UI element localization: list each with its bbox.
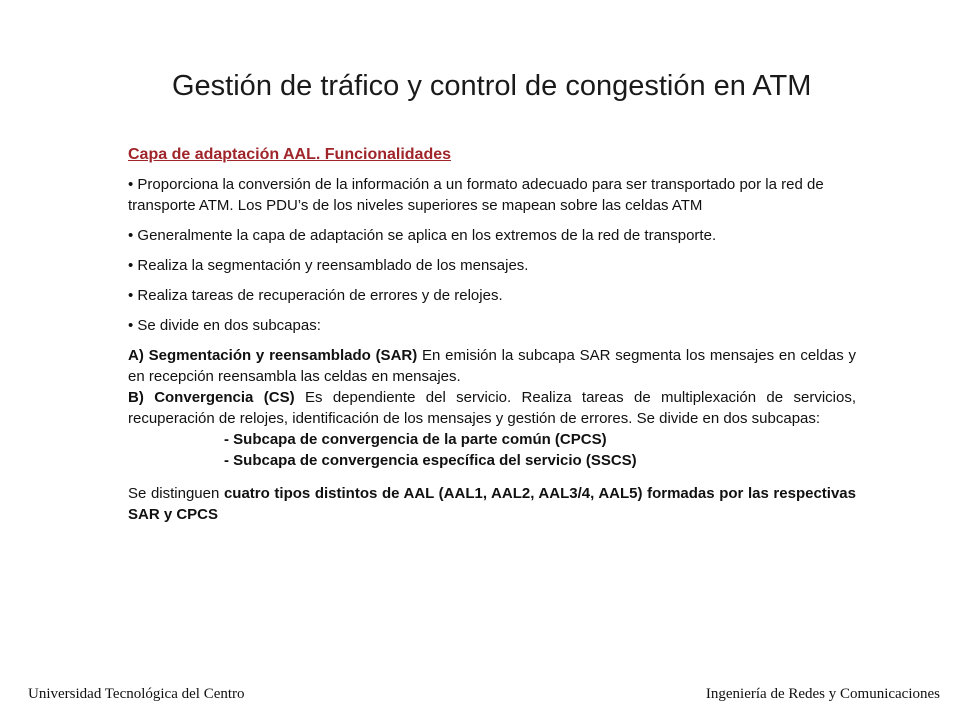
aal-types-prefix: Se distinguen <box>128 485 224 502</box>
sublayer-cs-text: Es dependiente del servicio. Realiza tareas de multiplexación de servicios, recuperación de relojes, identificación de los mensajes y gestión de errores. Se divide en dos subcapas: <box>128 389 856 427</box>
bullet-item: • Realiza tareas de recuperación de errores y de relojes. <box>128 287 503 304</box>
bullet-item: • Se divide en dos subcapas: <box>128 317 321 334</box>
cs-sublayer-cpcs: - Subcapa de convergencia de la parte común (CPCS) <box>224 431 607 448</box>
sublayer-cs-label: B) Convergencia (CS) <box>128 389 295 406</box>
slide-title: Gestión de tráfico y control de congestión en ATM <box>172 70 812 102</box>
aal-types-paragraph <box>128 483 856 525</box>
sublayer-sar <box>128 345 856 387</box>
sublayer-cs <box>128 387 856 429</box>
bullet-item: • Proporciona la conversión de la información a un formato adecuado para ser transportado por la red de transporte ATM. Los PDU’s de los niveles superiores se mapean sobre las celdas ATM <box>128 176 824 214</box>
cs-sublayer-sscs: - Subcapa de convergencia específica del servicio (SSCS) <box>224 452 637 469</box>
section-subtitle: Capa de adaptación AAL. Funcionalidades <box>128 146 452 163</box>
footer-university: Universidad Tecnológica del Centro <box>28 686 245 702</box>
sublayer-sar-label: A) Segmentación y reensamblado (SAR) <box>128 347 418 364</box>
sublayer-sar-text: En emisión la subcapa SAR segmenta los mensajes en celdas y en recepción reensambla las celdas en mensajes. <box>128 347 856 385</box>
bullet-item: • Realiza la segmentación y reensamblado de los mensajes. <box>128 257 529 274</box>
slide-content <box>128 144 856 540</box>
aal-types-bold: cuatro tipos distintos de AAL (AAL1, AAL2, AAL3/4, AAL5) formadas por las respectivas SAR y CPCS <box>128 485 856 523</box>
bullet-item: • Generalmente la capa de adaptación se aplica en los extremos de la red de transporte. <box>128 227 717 244</box>
footer-course: Ingeniería de Redes y Comunicaciones <box>705 686 940 702</box>
